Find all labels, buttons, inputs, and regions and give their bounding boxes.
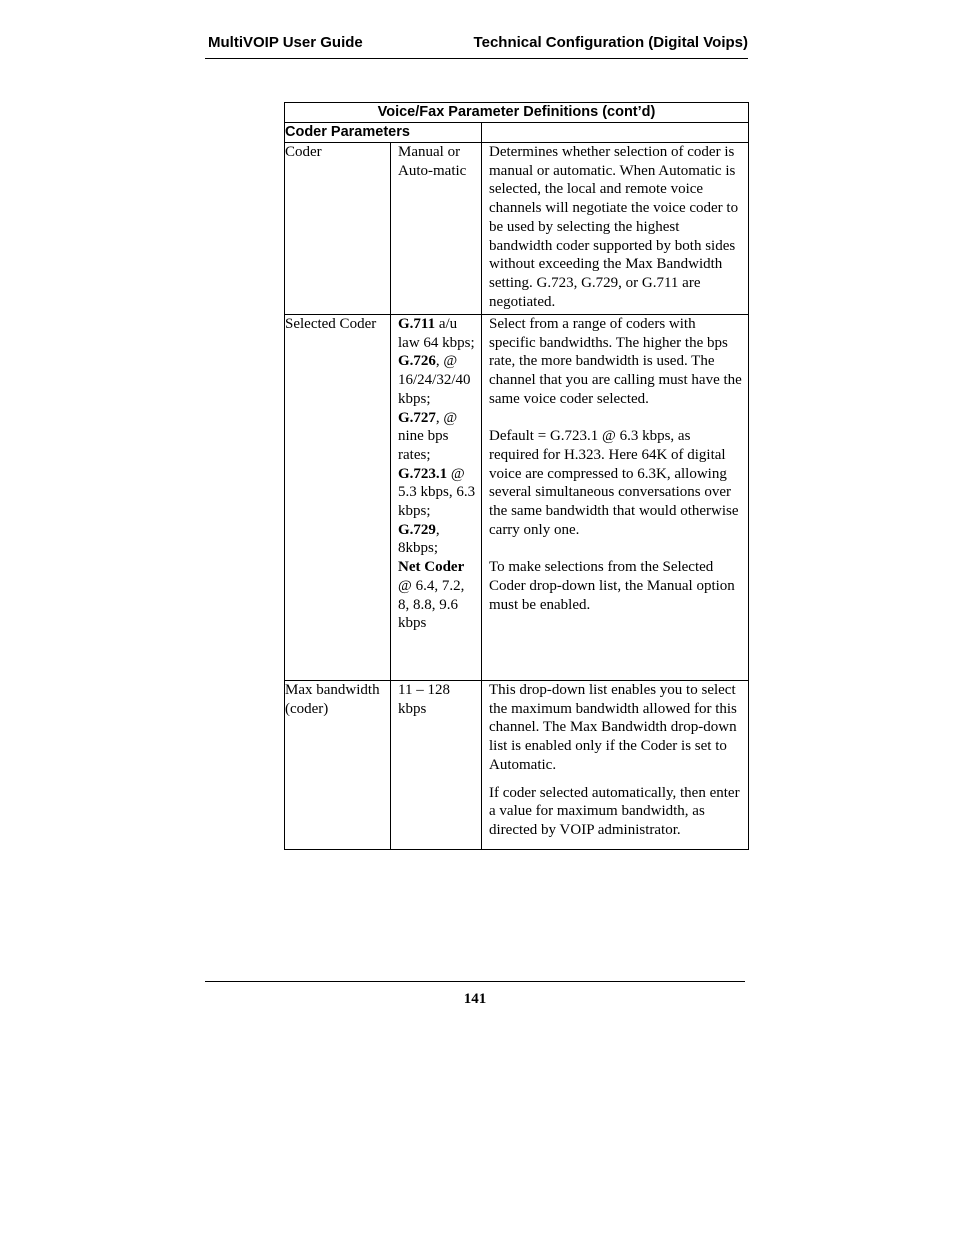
parameter-definitions-table [284, 102, 749, 850]
coder-code: G.711 [398, 316, 436, 332]
table-row [285, 143, 749, 315]
header-guide-title: MultiVOIP User Guide [208, 34, 363, 51]
param-value: 11 – 128 kbps [391, 681, 482, 850]
table-title-row [285, 103, 749, 123]
table-title: Voice/Fax Parameter Definitions (cont’d) [285, 103, 749, 123]
page-header [205, 32, 748, 59]
coder-code: G.727 [398, 409, 436, 426]
coder-code: G.723.1 [398, 465, 448, 482]
section-heading: Coder Parameters [285, 123, 482, 143]
param-description [482, 315, 749, 681]
coder-code: G.726 [398, 353, 436, 370]
param-name: Selected Coder [285, 315, 391, 681]
coder-rate: @ 5.3 kbps, 6.3 kbps; [398, 465, 476, 520]
description-paragraph: If coder selected automatically, then enter a value for maximum bandwidth, as directed by VOIP administrator. [489, 784, 740, 838]
param-description [482, 681, 749, 850]
description-paragraph: To make selections from the Selected Coder drop-down list, the Manual option must be enabled. [489, 559, 735, 613]
coder-rate: @ 6.4, 7.2, 8, 8.8, 9.6 kbps [398, 577, 465, 632]
description-paragraph: Default = G.723.1 @ 6.3 kbps, as required for H.323. Here 64K of digital voice are compressed to 6.3K, allowing several simultaneous conversations over the same bandwidth that would otherwise carry only one. [489, 428, 739, 538]
coder-rate: a/u law 64 kbps; [398, 316, 475, 351]
section-row [285, 123, 749, 143]
description-paragraph: This drop-down list enables you to select the maximum bandwidth allowed for this channel. The Max Bandwidth drop-down list is enabled only if the Coder is set to Automatic. [489, 682, 737, 773]
coder-rate: , @ 16/24/32/40 kbps; [398, 353, 471, 407]
param-name: Coder [285, 143, 391, 315]
section-empty-cell [482, 123, 749, 143]
description-paragraph: Select from a range of coders with specific bandwidths. The higher the bps rate, the more bandwidth is used. The channel that you are calling must have the same voice coder selected. [489, 316, 742, 407]
param-description: Determines whether selection of coder is manual or automatic. When Automatic is selected, the local and remote voice channels will negotiate the voice coder to be used by selecting the highest bandwidth coder supported by both sides without exceeding the Max Bandwidth setting. G.723, G.729, or G.711 are negotiated. [482, 143, 749, 315]
table-row [285, 315, 749, 681]
param-value [391, 315, 482, 681]
footer-rule [205, 981, 745, 982]
header-section-title: Technical Configuration (Digital Voips) [473, 34, 748, 51]
coder-code: Net Coder [398, 559, 465, 576]
coder-code: G.729 [398, 521, 436, 538]
coder-rate: , 8kbps; [398, 521, 440, 557]
param-value: Manual or Auto-matic [391, 143, 482, 315]
table-row [285, 681, 749, 850]
page-number: 141 [463, 991, 487, 1007]
coder-rate: , @ nine bps rates; [398, 409, 458, 463]
param-name: Max bandwidth (coder) [285, 681, 391, 850]
